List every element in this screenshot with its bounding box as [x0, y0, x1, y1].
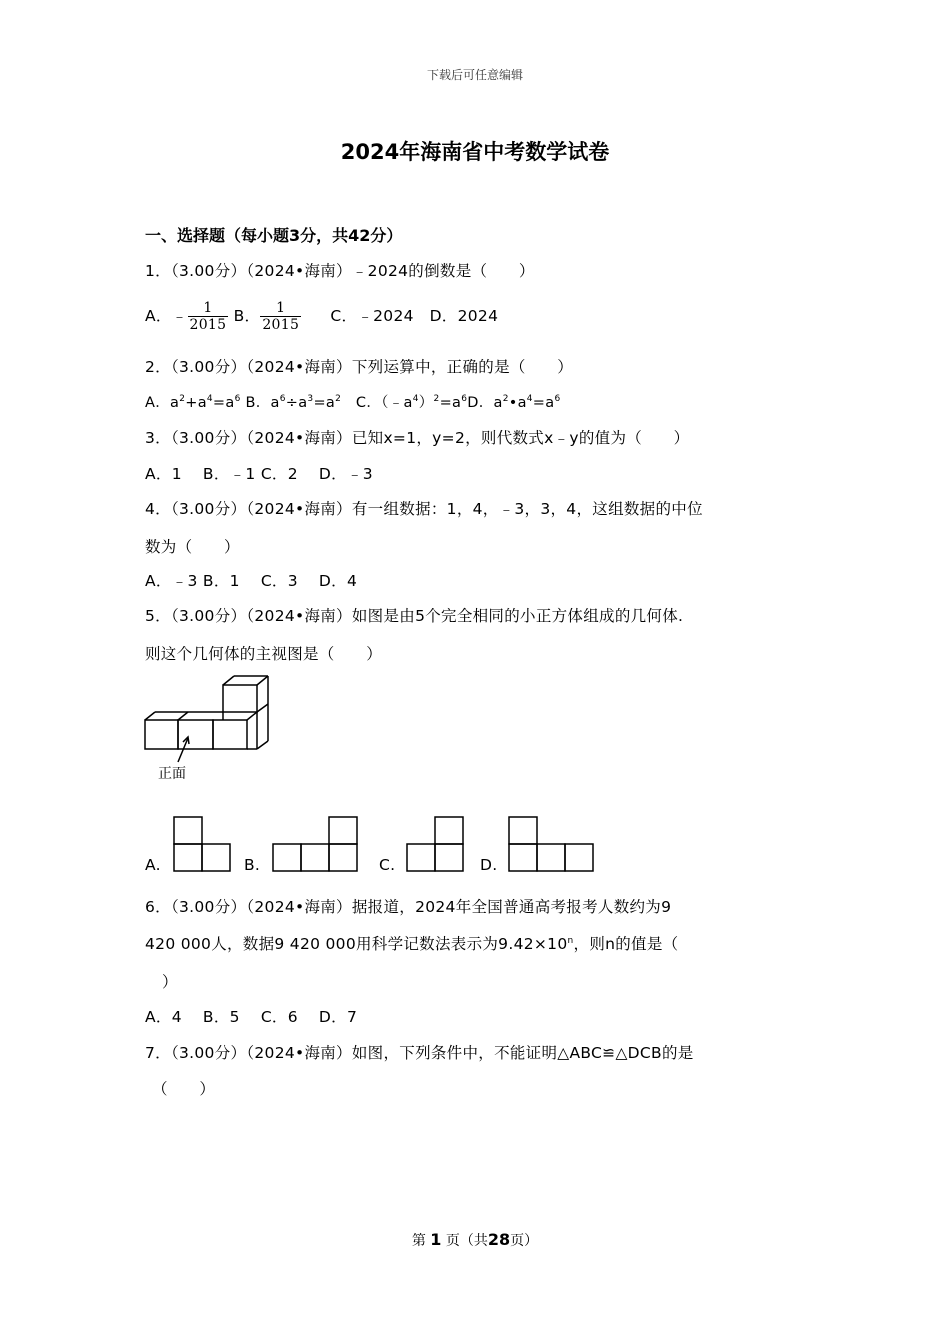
question-3-stem: 3．（3.00分）（2024•海南）已知x=1，y=2，则代数式x﹣y的值为（ ） — [145, 429, 690, 447]
q1-option-b-prefix: B． — [233, 307, 261, 325]
question-4-stem-line2: 数为（ ） — [145, 538, 240, 556]
q5-option-d-label: D. — [480, 856, 498, 874]
q1-option-a-fraction: $\frac{1}{2015}$ — [189, 300, 227, 333]
q1-option-a-prefix: A．﹣ — [145, 307, 188, 325]
q5-option-b-figure — [271, 815, 361, 873]
question-1-stem: 1．（3.00分）（2024•海南）﹣2024的倒数是（ ） — [145, 262, 535, 280]
page-footer: 第 1 页（共28页） — [411, 1230, 539, 1249]
question-2-options: A．$a^2+a^4=a^6$ B．$a^6\div a^3=a^2$ C．$(﹣a^4)^2=a^6D$．$a^2•a^4=a^6$ — [145, 394, 561, 411]
question-5-stem-line1: 5．（3.00分）（2024•海南）如图是由5个完全相同的小正方体组成的几何体. — [145, 607, 684, 625]
page-number: 1 — [430, 1230, 442, 1249]
question-7-stem-line1: 7．（3.00分）（2024•海南）如图，下列条件中，不能证明△ABC≌△DCB的是 — [145, 1044, 694, 1062]
question-6-stem-line1: 6．（3.00分）（2024•海南）据报道，2024年全国普通高考报考人数约为9 — [145, 898, 672, 916]
question-6-stem-line2: 420 000人，数据9 420 000用科学记数法表示为$9.42\times 10^n$，则n的值是（ — [145, 935, 679, 953]
q5-option-c-label: C. — [379, 856, 396, 874]
q5-option-c-figure — [405, 815, 467, 873]
q1-options-cd: C．﹣2024 D．2024 — [330, 307, 499, 325]
q5-option-b-label: B. — [244, 856, 261, 874]
page-title: 2024年海南省中考数学试卷 — [340, 140, 610, 164]
q1-option-b-fraction: $\frac{1}{2015}$ — [262, 300, 300, 333]
front-view-label: 正面 — [158, 766, 186, 782]
question-7-stem-line2: （ ） — [152, 1080, 216, 1098]
q5-option-a-figure — [172, 815, 234, 873]
question-4-stem-line1: 4．（3.00分）（2024•海南）有一组数据：1，4，﹣3，3，4，这组数据的中位 — [145, 500, 703, 518]
header-note: 下载后可任意编辑 — [426, 68, 523, 82]
section-heading: 一、选择题（每小题3分，共42分） — [145, 226, 403, 245]
page-total: 28 — [487, 1230, 511, 1249]
q5-option-a-label: A. — [145, 856, 161, 874]
question-3-options: A．1 B．﹣1 C．2 D．﹣3 — [145, 465, 373, 483]
q5-option-d-figure — [507, 815, 597, 873]
question-6-stem-line3: ） — [162, 973, 178, 991]
question-2-stem: 2．（3.00分）（2024•海南）下列运算中，正确的是（ ） — [145, 358, 574, 376]
question-5-stem-line2: 则这个几何体的主视图是（ ） — [145, 645, 383, 663]
question-6-options: A．4 B．5 C．6 D．7 — [145, 1008, 358, 1026]
question-1-options — [145, 300, 498, 333]
question-4-options: A．﹣3 B．1 C．3 D．4 — [145, 572, 358, 590]
